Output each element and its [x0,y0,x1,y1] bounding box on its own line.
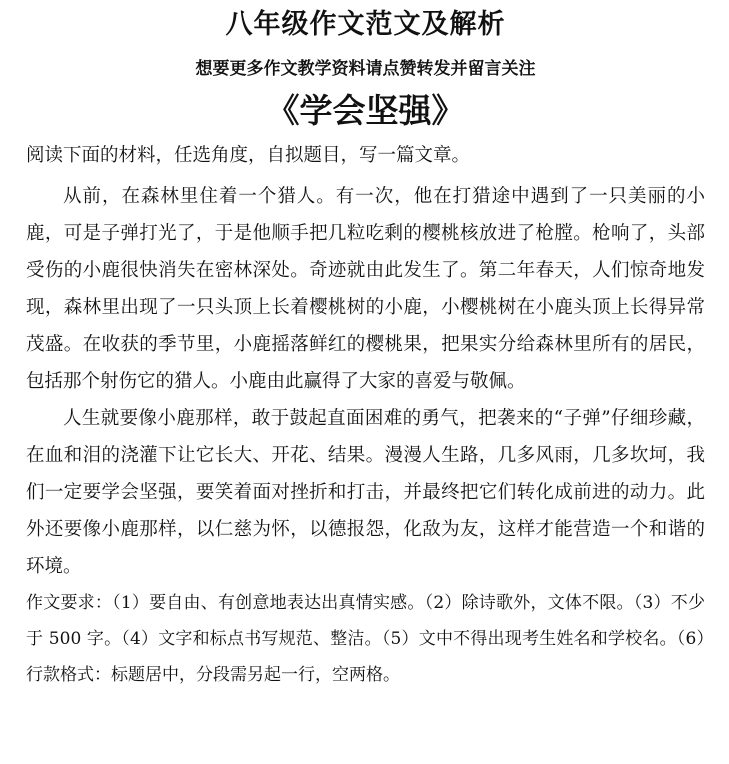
material-text [26,178,705,693]
paragraph: 从前，在森林里住着一个猎人。有一次，他在打猎途中遇到了一只美丽的小鹿，可是子弹打光了，于是他顺手把几粒吃剩的樱桃核放进了枪膛。枪响了，头部受伤的小鹿很快消失在密林深处。奇迹就由此发生了。第二年春天，人们惊奇地发现，森林里出现了一只头顶上长着樱桃树的小鹿，小樱桃树在小鹿头顶上长得异常茂盛。在收获的季节里，小鹿摇落鲜红的樱桃果，把果实分给森林里所有的居民，包括那个射伤它的猎人。小鹿由此赢得了大家的喜爱与敬佩。 [26,186,705,392]
main-title: 八年级作文范文及解析 [225,9,506,40]
paragraph: 人生就要像小鹿那样，敢于鼓起直面困难的勇气，把袭来的“子弹”仔细珍藏，在血和泪的浇灌下让它长大、开花、结果。漫漫人生路，几多风雨，几多坎坷，我们一定要学会坚强，要笑着面对挫折和打击，并最终把它们转化成前进的动力。此外还要像小鹿那样，以仁慈为怀，以德报怨，化敌为友，这样才能营造一个和谐的环境。 [26,408,705,577]
sub-title: 想要更多作文教学资料请点赞转发并留言关注 [195,59,536,79]
essay-title: 《学会坚强》 [266,91,465,130]
prompt-text: 阅读下面的材料，任选角度，自拟题目，写一篇文章。 [26,145,471,166]
requirements-text: 作文要求：（1）要自由、有创意地表达出真情实感。（2）除诗歌外，文体不限。（3）不少于 500 字。（4）文字和标点书写规范、整洁。（5）文中不得出现考生姓名和学校名。（6）行款格式：标题居中，分段需另起一行，空两格。 [26,593,705,685]
document-page [0,7,729,764]
